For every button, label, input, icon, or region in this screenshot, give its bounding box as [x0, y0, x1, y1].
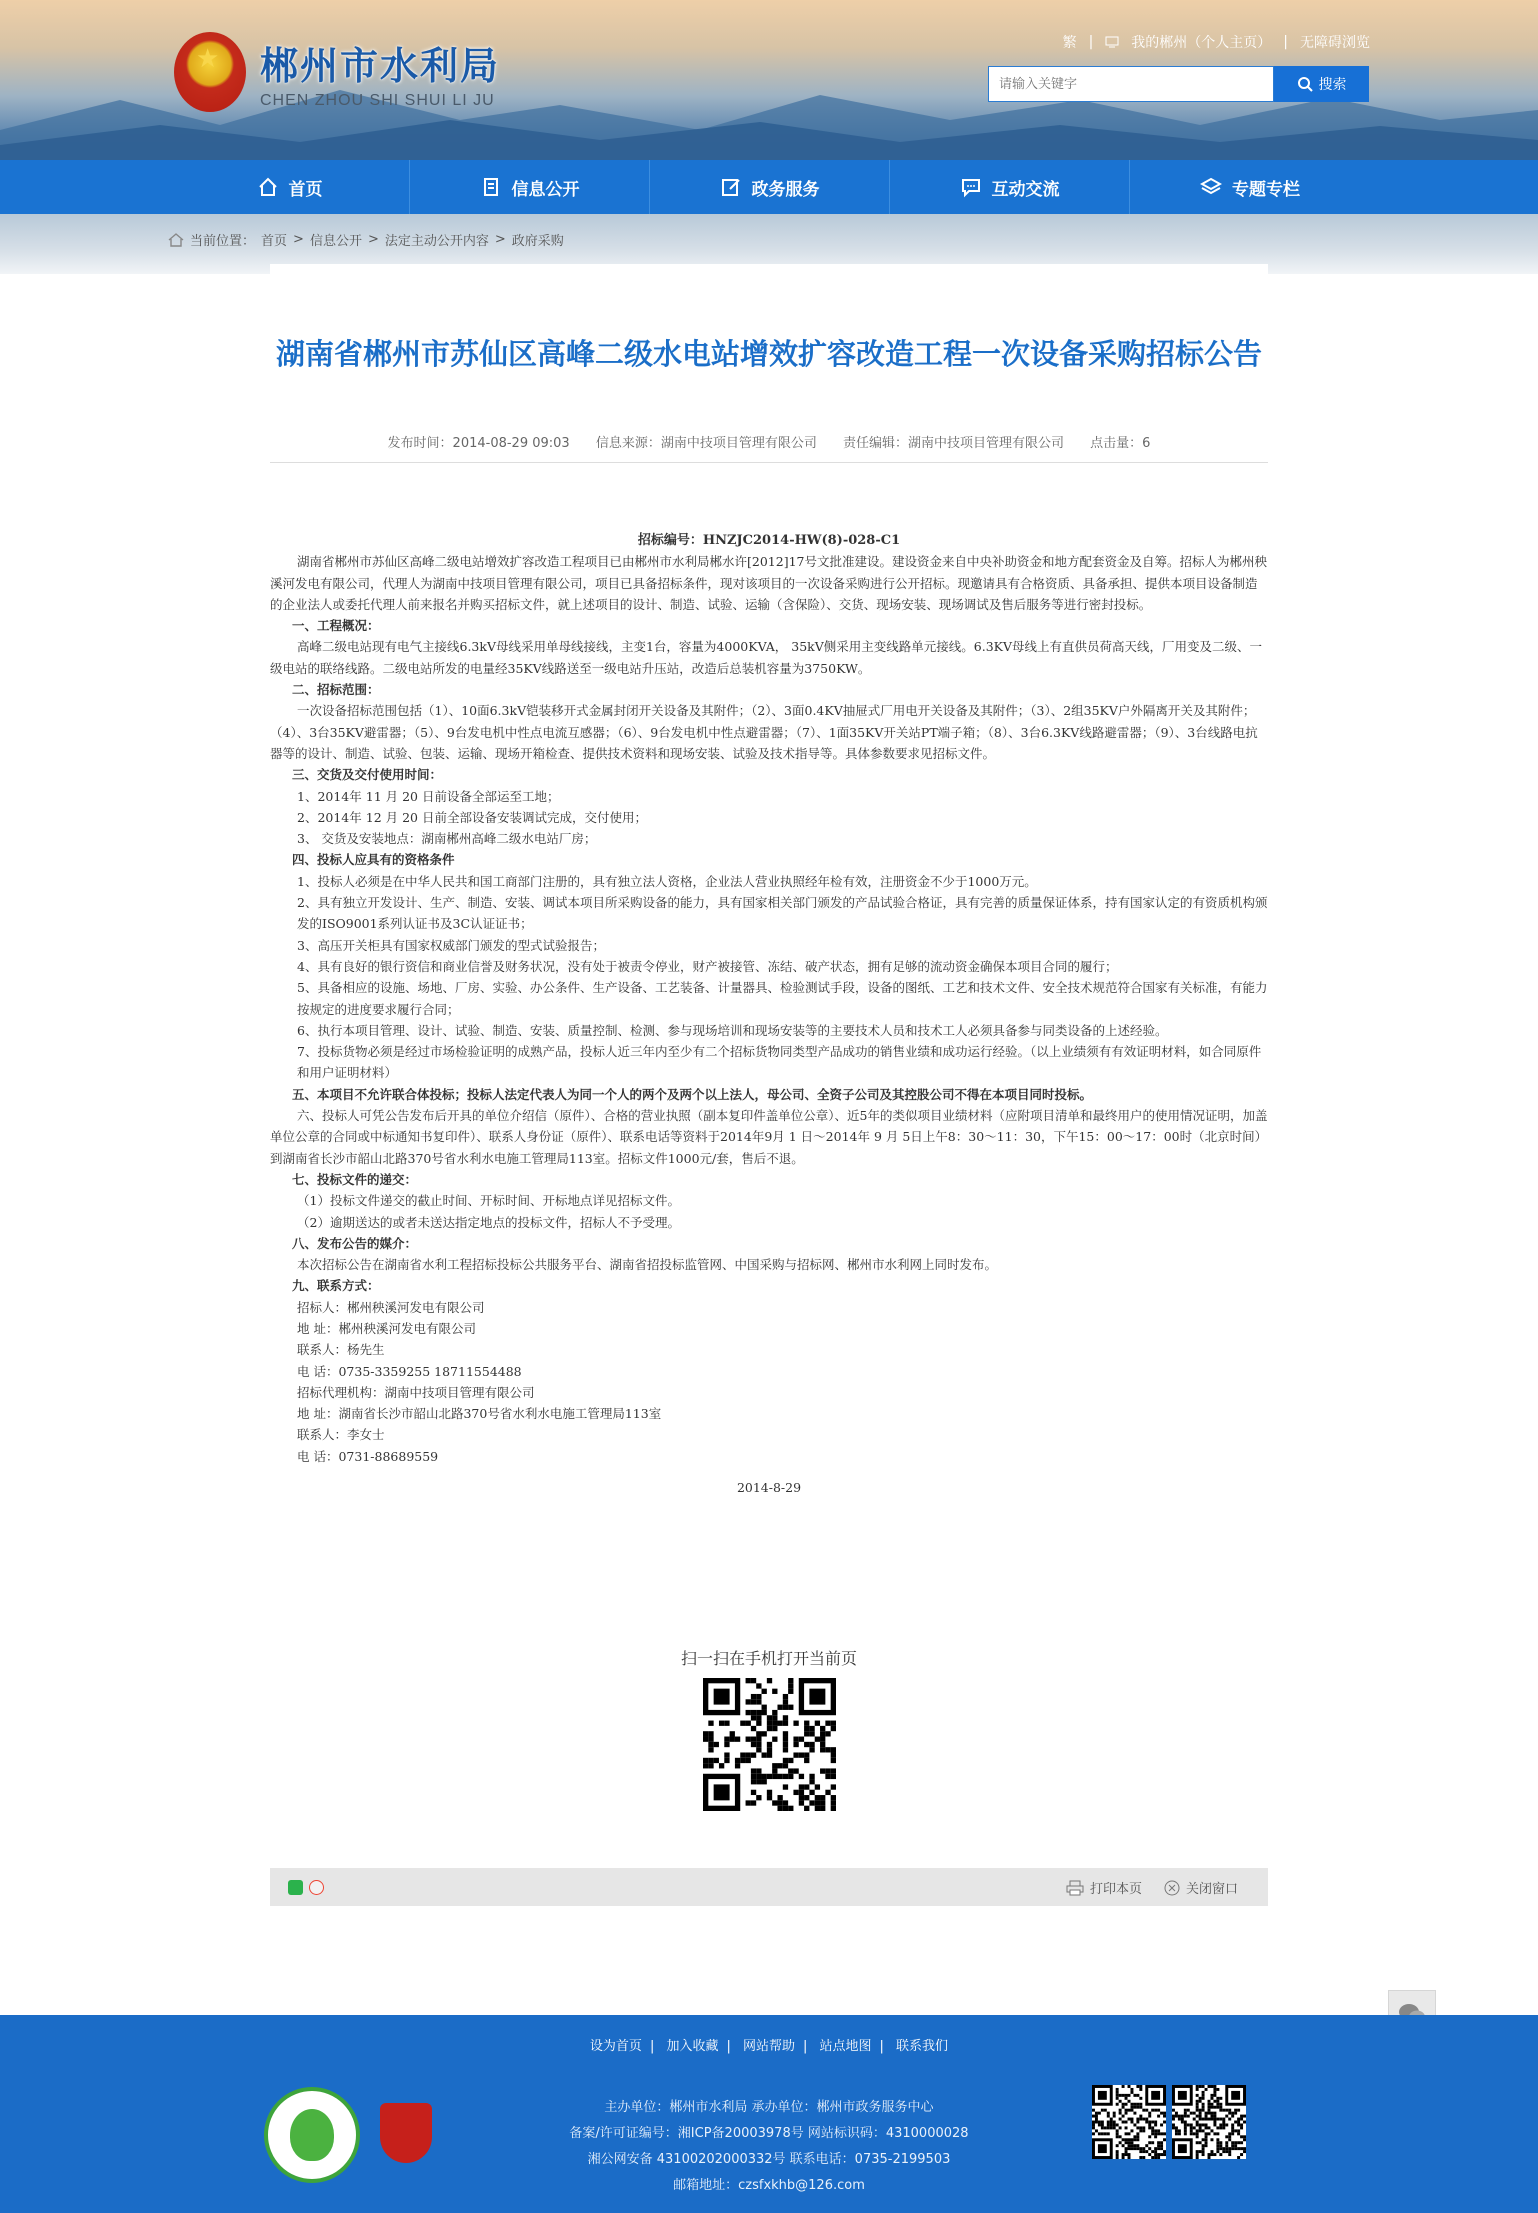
- nav-item-info-disclosure[interactable]: [410, 160, 650, 214]
- footer-icp[interactable]: 备案/许可证编号：湘ICP备20003978号 网站标识码：4310000028: [569, 2126, 969, 2141]
- wechat-share-icon[interactable]: [288, 1880, 303, 1895]
- paragraph: 3、 交货及安装地点：湖南郴州高峰二级水电站厂房；: [297, 831, 597, 847]
- print-button[interactable]: 打印本页: [1066, 1878, 1142, 1897]
- paragraph: 联系人：李女士: [297, 1427, 385, 1443]
- breadcrumb: 当前位置： 首页 > 信息公开 > 法定主动公开内容 > 政府采购: [168, 230, 564, 249]
- divider: [270, 462, 1268, 463]
- qr-title: 扫一扫在手机打开当前页: [680, 1649, 857, 1668]
- printer-icon: [1066, 1880, 1084, 1896]
- publish-time: 发布时间：2014-08-29 09:03: [387, 436, 570, 451]
- footer-link-favorite[interactable]: 加入收藏: [666, 2039, 719, 2054]
- weibo-share-icon[interactable]: [309, 1880, 324, 1895]
- paragraph: 地 址：郴州秧溪河发电有限公司: [297, 1320, 476, 1336]
- nav-item-label: 首页: [288, 179, 323, 200]
- paragraph: 招标代理机构：湖南中技项目管理有限公司: [297, 1384, 535, 1400]
- article-paragraphs: [270, 551, 1268, 1467]
- nav-item-gov-service[interactable]: [650, 160, 890, 214]
- article-body: [270, 530, 1268, 1498]
- accessibility-link[interactable]: 无障碍浏览: [1300, 35, 1370, 51]
- edit-icon: [720, 176, 742, 198]
- breadcrumb-statutory-content[interactable]: 法定主动公开内容: [384, 234, 489, 249]
- footer-qr-code-1: [1092, 2085, 1166, 2159]
- share-bar: [270, 1868, 1268, 1906]
- qr-code: [703, 1678, 836, 1811]
- footer-police-record[interactable]: 湘公网安备 43100202000332号 联系电话：0735-2199503: [587, 2152, 951, 2167]
- footer-link-help[interactable]: 网站帮助: [742, 2039, 795, 2054]
- section-heading: 二、招标范围：: [292, 682, 380, 698]
- paragraph: （2）逾期送达的或者未送达指定地点的投标文件，招标人不予受理。: [297, 1214, 680, 1230]
- section-heading: 一、工程概况：: [292, 618, 380, 634]
- paragraph: 六、投标人可凭公告发布后开具的单位介绍信（原件）、合格的营业执照（副本复印件盖单位公章）、近5年的类似项目业绩材料（应附项目清单和最终用户的使用情况证明，加盖单位公章的合同或中标通知书复印件）、联系人身份证（原件）、联系电话等资料于2014年9月 1 日～2014年 9 月 5日上午8：30～11：30，下午15：00～17：00时（北京时间）到湖南省长沙市韶山北路370号省水利水电施工管理局113室。招标文件1000元/套，售后不退。: [270, 1108, 1268, 1166]
- paragraph: 电 话：0731-88689559: [297, 1448, 439, 1464]
- nav-item-label: 政务服务: [751, 179, 820, 200]
- header: [0, 0, 1538, 160]
- footer-organizer: 主办单位：郴州市水利局 承办单位：郴州市政务服务中心: [604, 2100, 934, 2115]
- paragraph: 电 话：0735-3359255 18711554488: [297, 1363, 522, 1379]
- main-nav: [0, 160, 1538, 214]
- traditional-chinese-link[interactable]: 繁: [1062, 35, 1077, 51]
- footer: [0, 2015, 1538, 2213]
- info-source: 信息来源：湖南中技项目管理有限公司: [595, 436, 817, 451]
- chat-icon: [960, 176, 982, 198]
- close-window-button[interactable]: 关闭窗口: [1164, 1878, 1238, 1897]
- paragraph: 5、具备相应的设施、场地、厂房、实验、办公条件、生产设备、工艺装备、计量器具、检验测试手段，设备的图纸、工艺和技术文件、安全技术规范符合国家有关标准，有能力按规定的进度要求履行合同；: [297, 980, 1268, 1017]
- paragraph: 6、执行本项目管理、设计、试验、制造、安装、质量控制、检测、参与现场培训和现场安装等的主要技术人员和技术工人必须具备参与同类设备的上述经验。: [297, 1022, 1168, 1038]
- paragraph: 1、投标人必须是在中华人民共和国工商部门注册的，具有独立法人资格，企业法人营业执照经年检有效，注册资金不少于1000万元。: [297, 873, 1037, 889]
- paragraph: 7、投标货物必须是经过市场检验证明的成熟产品，投标人近三年内至少有二个招标货物同类型产品成功的销售业绩和成功运行经验。（以上业绩须有有效证明材料，如合同原件和用户证明材料）: [297, 1044, 1262, 1081]
- paragraph: 地 址：湖南省长沙市韶山北路370号省水利水电施工管理局113室: [297, 1406, 662, 1422]
- breadcrumb-info-disclosure[interactable]: 信息公开: [309, 234, 362, 249]
- paragraph: 一次设备招标范围包括（1）、10面6.3kV铠装移开式金属封闭开关设备及其附件；（2）、3面0.4KV抽屉式厂用电开关设备及其附件；（3）、2组35KV户外隔离开关及其附件；（4）、3台35KV避雷器；（5）、9台发电机中性点电流互感器；（6）、9台发电机中性点避雷器；（7）、1面35KV开关站PT端子箱；（8）、3台6.3KV线路避雷器；（9）、3台线路电抗器等的设计、制造、试验、包装、运输、现场开箱检查、提供技术资料和现场安装、试验及技术指导等。具体参数要求见招标文件。: [270, 703, 1258, 761]
- search-bar: [988, 66, 1369, 102]
- paragraph: 3、高压开关柜具有国家权威部门颁发的型式试验报告；: [297, 937, 605, 953]
- paragraph: 本次招标公告在湖南省水利工程招标投标公共服务平台、湖南省招投标监管网、中国采购与招标网、郴州市水利网上同时发布。: [297, 1257, 998, 1273]
- section-heading: 八、发布公告的媒介：: [292, 1235, 418, 1251]
- home-icon: [168, 233, 184, 247]
- nav-item-label: 信息公开: [511, 179, 580, 200]
- search-input[interactable]: [988, 66, 1274, 102]
- editor: 责任编辑：湖南中技项目管理有限公司: [843, 436, 1065, 451]
- layers-icon: [1200, 176, 1222, 198]
- article-date: 2014-8-29: [736, 1480, 802, 1496]
- paragraph: 高峰二级电站现有电气主接线6.3kV母线采用单母线接线，主变1台，容量为4000KVA， 35kV侧采用主变线路单元接线。6.3KV母线上有直供员荷高天线，厂用变及二级、一级电站的联络线路。二级电站所发的电量经35KV线路送至一级电站升压站，改造后总装机容量为3750KW。: [270, 639, 1263, 676]
- paragraph: （1）投标文件递交的截止时间、开标时间、开标地点详见招标文件。: [297, 1193, 680, 1209]
- breadcrumb-home[interactable]: 首页: [261, 234, 288, 249]
- footer-qr-code-2: [1172, 2085, 1246, 2159]
- paragraph: 招标人：郴州秧溪河发电有限公司: [297, 1299, 485, 1315]
- nav-item-special-topics[interactable]: [1130, 160, 1370, 214]
- home-icon: [257, 176, 279, 198]
- nav-item-home[interactable]: [170, 160, 410, 214]
- paragraph: 湖南省郴州市苏仙区高峰二级电站增效扩容改造工程项目已由郴州市水利局郴水许[2012]17号文批准建设。建设资金来自中央补助资金和地方配套资金及自筹。招标人为郴州秧溪河发电有限公司，代理人为湖南中技项目管理有限公司，项目已具备招标条件，现对该项目的一次设备采购进行公开招标。现邀请具有合格资质、具备承担、提供本项目设备制造的企业法人或委托代理人前来报名并购买招标文件，就上述项目的设计、制造、试验、运输（含保险）、交货、现场安装、现场调试及售后服务等进行密封投标。: [270, 554, 1267, 612]
- breadcrumb-gov-procurement[interactable]: 政府采购: [511, 234, 564, 249]
- nav-item-label: 专题专栏: [1232, 179, 1300, 200]
- section-heading: 五、本项目不允许联合体投标；投标人法定代表人为同一个人的两个及两个以上法人，母公司、全资子公司及其控股公司不得在本项目同时投标。: [292, 1086, 1093, 1102]
- national-emblem-icon: [174, 32, 246, 112]
- footer-links: 设为首页 | 加入收藏 | 网站帮助 | 站点地图 | 联系我们: [589, 2039, 949, 2054]
- article-meta: [270, 432, 1268, 451]
- site-name: 郴州市水利局: [260, 43, 501, 88]
- paragraph: 4、具有良好的银行资信和商业信誉及财务状况，没有处于被责令停业，财产被接管、冻结、破产状态，拥有足够的流动资金确保本项目合同的履行；: [297, 958, 1118, 974]
- footer-link-sitemap[interactable]: 站点地图: [819, 2039, 872, 2054]
- article-title: 湖南省郴州市苏仙区高峰二级水电站增效扩容改造工程一次设备采购招标公告: [275, 337, 1262, 371]
- close-icon: [1164, 1880, 1180, 1896]
- section-heading: 七、投标文件的递交：: [292, 1171, 418, 1187]
- footer-link-contact[interactable]: 联系我们: [896, 2039, 949, 2054]
- footer-link-set-home[interactable]: 设为首页: [589, 2039, 642, 2054]
- nav-item-label: 互动交流: [991, 179, 1060, 200]
- footer-info: [0, 2095, 1538, 2199]
- search-icon: [1297, 76, 1313, 92]
- breadcrumb-prefix: 当前位置：: [190, 234, 256, 249]
- paragraph: 2、2014年 12 月 20 日前全部设备安装调试完成，交付使用；: [297, 809, 647, 825]
- section-heading: 四、投标人应具有的资格条件: [292, 852, 455, 868]
- site-name-en: CHEN ZHOU SHI SHUI LI JU: [260, 91, 495, 109]
- hit-count: 点击量：6: [1090, 436, 1151, 451]
- document-icon: [480, 176, 502, 198]
- top-links: 繁 | 我的郴州（个人主页） | 无障碍浏览: [1062, 34, 1370, 51]
- nav-item-interaction[interactable]: [890, 160, 1130, 214]
- my-chenzhou-link[interactable]: 我的郴州（个人主页）: [1131, 35, 1272, 51]
- paragraph: 联系人：杨先生: [297, 1342, 385, 1358]
- footer-email: 邮箱地址：czsfxkhb@126.com: [673, 2178, 865, 2193]
- paragraph: 2、具有独立开发设计、生产、制造、安装、调试本项目所采购设备的能力，具有国家相关部门颁发的产品试验合格证，具有完善的质量保证体系，持有国家认定的有资质机构颁发的ISO9001系列认证书及3C认证证书；: [297, 895, 1268, 932]
- bid-number: 招标编号：HNZJC2014-HW(8)-028-C1: [637, 533, 901, 548]
- search-button[interactable]: [1274, 66, 1369, 102]
- section-heading: 三、交货及交付使用时间：: [292, 767, 443, 783]
- monitor-icon: [1105, 36, 1119, 48]
- paragraph: 1、2014年 11 月 20 日前设备全部运至工地；: [297, 788, 560, 804]
- site-logo[interactable]: [174, 32, 500, 112]
- search-button-label: 搜索: [1318, 77, 1347, 93]
- section-heading: 九、联系方式：: [292, 1278, 380, 1294]
